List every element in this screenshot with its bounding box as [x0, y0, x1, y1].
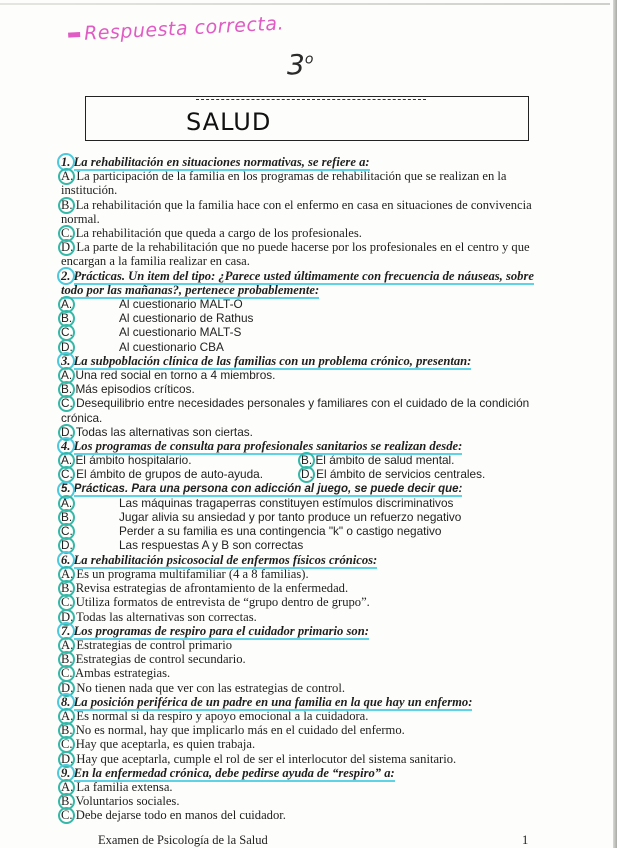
grade-value: 3 [287, 48, 305, 81]
title-box [85, 96, 529, 141]
option-letter: A. [61, 496, 119, 510]
question-number: 6. [61, 552, 71, 567]
option-c [61, 524, 541, 538]
question-2 [61, 269, 541, 354]
question-title: En la enfermedad crónica, debe pedirse ayuda de “respiro” a: [73, 765, 395, 780]
question-5 [61, 482, 541, 553]
option-text: La parte de la rehabilitación que no puede hacerse por los profesionales en el centro y que encargan a la familia realizar en casa. [61, 240, 530, 269]
option-d [61, 752, 541, 766]
option-letter: A. [61, 297, 119, 311]
option-d [61, 425, 541, 439]
option-text: Hay que aceptarla, cumple el rol de ser el interlocutor del sistema sanitario. [76, 751, 457, 766]
exam-questions [61, 155, 541, 823]
option-letter: C. [61, 467, 73, 482]
option-text: No tienen nada que ver con las estrategias de control. [76, 680, 345, 695]
option-letter: D. [61, 424, 73, 439]
option-text: No es normal, hay que implicarlo más en el cuidado del enfermo. [75, 723, 405, 738]
option-letter: C. [61, 808, 73, 823]
page-top-edge [0, 3, 610, 5]
option-letter: A. [61, 169, 74, 184]
option-letter: C. [61, 524, 119, 538]
option-text: Voluntarios sociales. [75, 794, 180, 809]
option-text: Estrategias de control secundario. [75, 652, 246, 667]
option-letter: D. [61, 340, 119, 354]
question-7 [61, 624, 541, 695]
option-b [61, 581, 541, 595]
option-c [61, 226, 541, 240]
option-text: La rehabilitación que la familia hace con el enfermo en casa en situaciones de convivencia normal. [61, 197, 532, 226]
question-3 [61, 354, 541, 439]
option-a [61, 567, 541, 581]
option-text: Todas las alternativas son ciertas. [75, 424, 253, 439]
option-text: La familia extensa. [76, 779, 173, 794]
question-number: 8. [61, 694, 71, 709]
option-letter: A. [61, 637, 74, 652]
question-number: 2. [61, 268, 71, 283]
grade-suffix: o [304, 51, 314, 68]
option-letter: C. [61, 737, 73, 752]
question-6 [61, 553, 541, 624]
option-a [61, 368, 541, 382]
option-a [61, 297, 541, 311]
question-number: 9. [61, 765, 71, 780]
question-title: Prácticas. Un item del tipo: ¿Parece usted últimamente con frecuencia de náuseas, sobre todo por las mañanas?, pertenece probablemente: [61, 268, 534, 297]
option-b [61, 382, 541, 396]
option-letter: A. [61, 368, 73, 383]
option-letter: B. [61, 197, 73, 212]
question-title: Los programas de respiro para el cuidador primario son: [73, 623, 369, 638]
option-b [301, 453, 541, 467]
option-c [61, 396, 541, 424]
option-a [61, 453, 301, 467]
option-d [61, 538, 541, 552]
option-text: Utiliza formatos de entrevista de “grupo dentro de grupo”. [75, 595, 370, 610]
option-letter: C. [61, 666, 73, 681]
option-letter: B. [61, 311, 119, 325]
option-b [61, 652, 541, 666]
question-number: 7. [61, 623, 71, 638]
option-text: Al cuestionario CBA [119, 339, 224, 354]
option-text: Desequilibrio entre necesidades personales y familiares con el cuidado de la condición crónica. [61, 396, 530, 425]
option-c [61, 325, 541, 339]
option-text: Ambas estrategias. [75, 666, 171, 681]
option-letter: B. [61, 652, 73, 667]
option-text: Las respuestas A y B son correctas [119, 538, 304, 553]
option-letter: D. [301, 467, 313, 482]
question-title: La rehabilitación en situaciones normativas, se refiere a: [73, 155, 370, 169]
option-text: Jugar alivia su ansiedad y por tanto produce un refuerzo negativo [119, 510, 462, 525]
option-c [61, 808, 541, 822]
option-b [61, 510, 541, 524]
option-a [61, 638, 541, 652]
question-title: La subpoblación clínica de las familias con un problema crónico, presentan: [73, 353, 472, 368]
handwritten-grade [287, 48, 313, 81]
option-text: Es normal si da respiro y apoyo emocional a la cuidadora. [76, 708, 369, 723]
option-letter: B. [61, 382, 73, 397]
option-text: Más episodios críticos. [75, 382, 195, 397]
option-a [61, 709, 541, 723]
option-text: Debe dejarse todo en manos del cuidador. [75, 808, 286, 823]
option-d [61, 610, 541, 624]
option-letter: B. [61, 794, 73, 809]
question-8 [61, 695, 541, 766]
option-letter: B. [301, 453, 313, 468]
option-text: Perder a su familia es una contingencia "k" o castigo negativo [119, 524, 442, 539]
option-b [61, 723, 541, 737]
option-text: Revisa estrategias de afrontamiento de la enfermedad. [75, 581, 349, 596]
option-text: Al cuestionario de Rathus [119, 311, 254, 326]
option-letter: D. [61, 751, 74, 766]
option-letter: C. [61, 226, 73, 241]
option-text: El ámbito de salud mental. [315, 453, 455, 468]
option-letter: A. [61, 708, 74, 723]
options-row [61, 453, 541, 467]
option-d [61, 340, 541, 354]
page-number: 1 [522, 833, 529, 847]
option-b [61, 311, 541, 325]
question-number: 4. [61, 439, 71, 454]
pink-highlight-mark [68, 32, 80, 38]
option-text: La participación de la familia en los programas de rehabilitación que se realizan en la institución. [61, 169, 507, 198]
question-number: 5. [61, 482, 71, 495]
option-b [61, 198, 541, 226]
footer-title: Examen de Psicología de la Salud [98, 833, 268, 847]
option-letter: A. [61, 453, 73, 468]
option-d [61, 240, 541, 268]
option-c [61, 666, 541, 680]
question-number: 1. [61, 155, 71, 169]
option-a [61, 169, 541, 197]
option-text: Al cuestionario MALT-O [119, 297, 243, 312]
option-a [61, 780, 541, 794]
option-letter: D. [61, 240, 74, 255]
option-letter: D. [61, 680, 74, 695]
option-text: El ámbito hospitalario. [75, 453, 192, 468]
option-text: Una red social en torno a 4 miembros. [75, 368, 276, 383]
question-number: 3. [61, 353, 71, 368]
option-c [61, 595, 541, 609]
title-box-dashes [196, 99, 426, 106]
option-letter: C. [61, 325, 119, 339]
option-text: Estrategias de control primario [76, 637, 233, 652]
question-9 [61, 766, 541, 823]
handwritten-note [68, 12, 285, 45]
option-letter: A. [61, 779, 74, 794]
option-c [61, 467, 301, 481]
option-text: Todas las alternativas son correctas. [76, 609, 257, 624]
option-b [61, 794, 541, 808]
handwritten-note-text: Respuesta correcta. [83, 12, 285, 45]
option-letter: D. [61, 609, 74, 624]
option-text: Hay que aceptarla, es quien trabaja. [75, 737, 256, 752]
option-letter: B. [61, 723, 73, 738]
options-row [61, 467, 541, 481]
option-letter: C. [61, 396, 73, 411]
question-title: La posición periférica de un padre en una familia en la que hay un enfermo: [73, 694, 473, 709]
option-letter: C. [61, 595, 73, 610]
option-c [61, 737, 541, 751]
option-text: Es un programa multifamiliar (4 a 8 familias). [76, 566, 309, 581]
option-text: El ámbito de servicios centrales. [316, 467, 486, 482]
option-d [301, 467, 541, 481]
option-text: Al cuestionario MALT-S [119, 325, 242, 340]
page-right-edge [613, 0, 617, 848]
box-title: SALUD [186, 108, 272, 136]
option-text: El ámbito de grupos de auto-ayuda. [76, 467, 264, 482]
option-text: Las máquinas tragaperras constituyen estímulos discriminativos [119, 495, 454, 510]
option-a [61, 496, 541, 510]
option-d [61, 681, 541, 695]
question-title: Prácticas. Para una persona con adicción al juego, se puede decir que: [73, 482, 463, 495]
option-text: La rehabilitación que queda a cargo de los profesionales. [75, 226, 362, 241]
question-title: La rehabilitación psicosocial de enfermos físicos crónicos: [73, 552, 378, 567]
option-letter: A. [61, 566, 74, 581]
option-letter: D. [61, 538, 119, 552]
question-1 [61, 155, 541, 269]
question-4 [61, 439, 541, 482]
option-letter: B. [61, 581, 73, 596]
option-letter: B. [61, 510, 119, 524]
question-title: Los programas de consulta para profesionales sanitarios se realizan desde: [73, 439, 463, 454]
